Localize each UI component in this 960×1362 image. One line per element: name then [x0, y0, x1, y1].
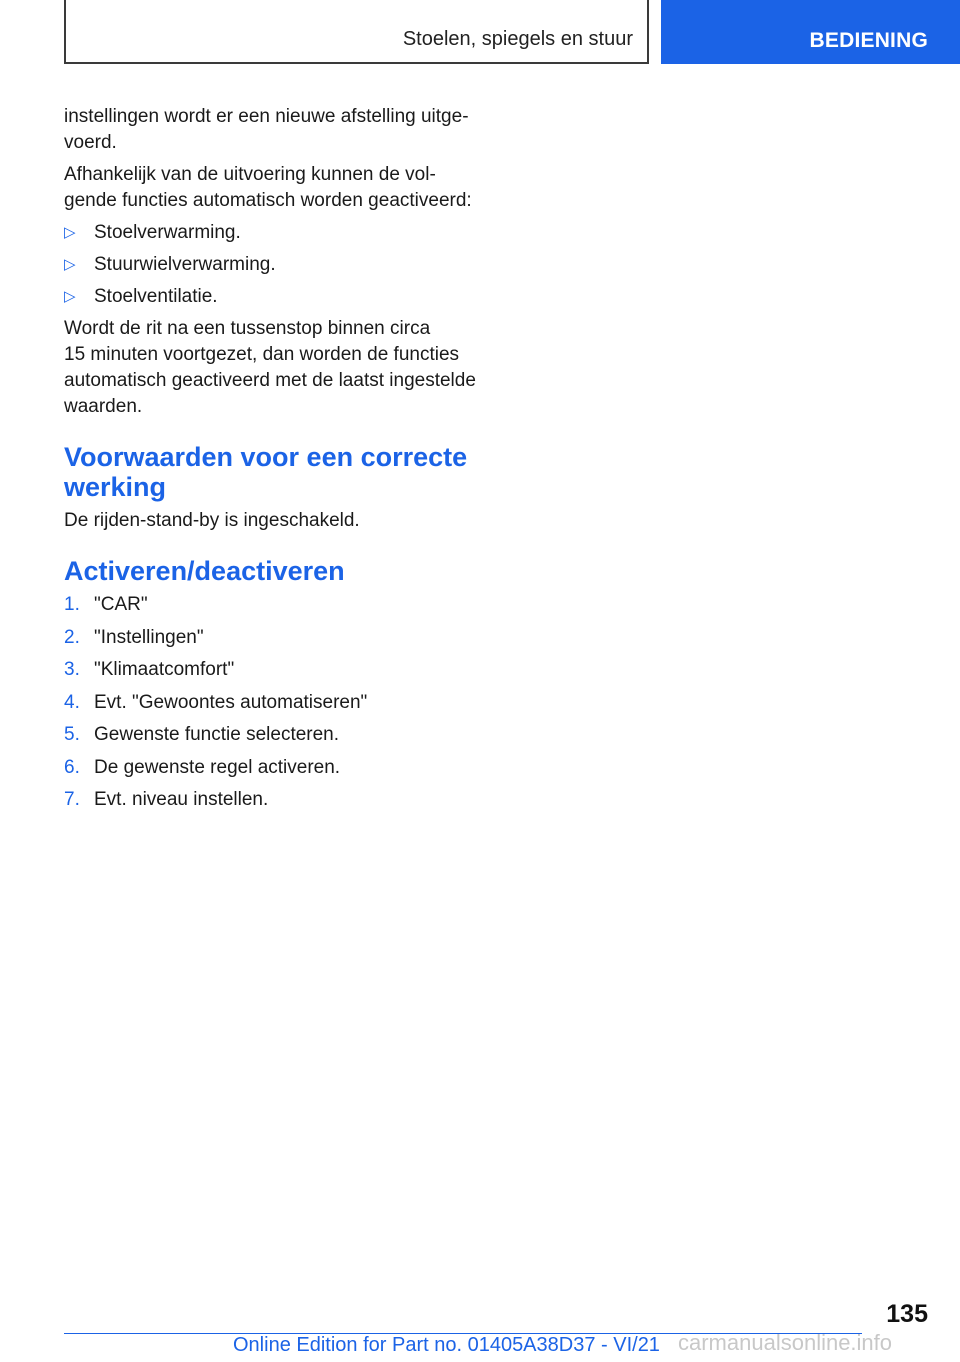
page-number: 135	[886, 1300, 928, 1328]
footer-edition-text: Online Edition for Part no. 01405A38D37 - VI/21	[233, 1334, 660, 1356]
paragraph-intro: Afhankelijk van de uitvoering kunnen de vol- gende functies automatisch worden geactiveerd:	[64, 164, 472, 211]
step-number: 2.	[64, 626, 80, 648]
step-number: 4.	[64, 691, 80, 713]
chapter-tab-label: BEDIENING	[809, 29, 928, 52]
step-number: 5.	[64, 724, 80, 745]
step-number: 7.	[64, 789, 80, 810]
list-item: ▷ Stoelventilatie.	[64, 284, 484, 310]
list-item	[64, 787, 484, 813]
main-content	[64, 104, 484, 820]
bullet-triangle-icon: ▷	[64, 256, 76, 273]
step-number: 6.	[64, 756, 80, 778]
paragraph-resume: Wordt de rit na een tussenstop binnen circa 15 minuten voortgezet, dan worden de functies automatisch geactiveerd met de laatst ingestelde waarden.	[64, 318, 476, 417]
step-text: Evt. "Gewoontes automatiseren"	[94, 691, 368, 713]
list-item: ▷ Stuurwielverwarming.	[64, 252, 484, 278]
step-text: "CAR"	[94, 594, 148, 615]
step-number: 1.	[64, 594, 80, 615]
list-item	[64, 657, 484, 683]
step-text: Gewenste functie selecteren.	[94, 724, 340, 745]
step-text: Evt. niveau instellen.	[94, 789, 269, 810]
paragraph-continuation: instellingen wordt er een nieuwe afstelling uitge- voerd.	[64, 106, 469, 153]
step-text: De gewenste regel activeren.	[94, 756, 341, 778]
heading-activate: Activeren/deactiveren	[64, 556, 345, 586]
step-number: 3.	[64, 659, 80, 680]
heading-conditions: Voorwaarden voor een correcte werking	[64, 442, 468, 502]
step-text: "Klimaatcomfort"	[94, 659, 235, 680]
paragraph-conditions: De rijden-stand-by is ingeschakeld.	[64, 510, 360, 531]
list-item	[64, 625, 484, 651]
bullet-triangle-icon: ▷	[64, 288, 76, 305]
list-item	[64, 592, 484, 618]
list-item	[64, 722, 484, 748]
step-text: "Instellingen"	[94, 626, 204, 648]
bullet-triangle-icon: ▷	[64, 224, 76, 241]
list-item	[64, 690, 484, 716]
list-item	[64, 755, 484, 781]
watermark: carmanualsonline.info	[678, 1330, 893, 1355]
list-item: ▷ Stoelverwarming.	[64, 220, 484, 246]
chapter-tab	[661, 0, 960, 64]
section-title: Stoelen, spiegels en stuur	[402, 28, 633, 50]
header-section-box	[64, 0, 649, 64]
